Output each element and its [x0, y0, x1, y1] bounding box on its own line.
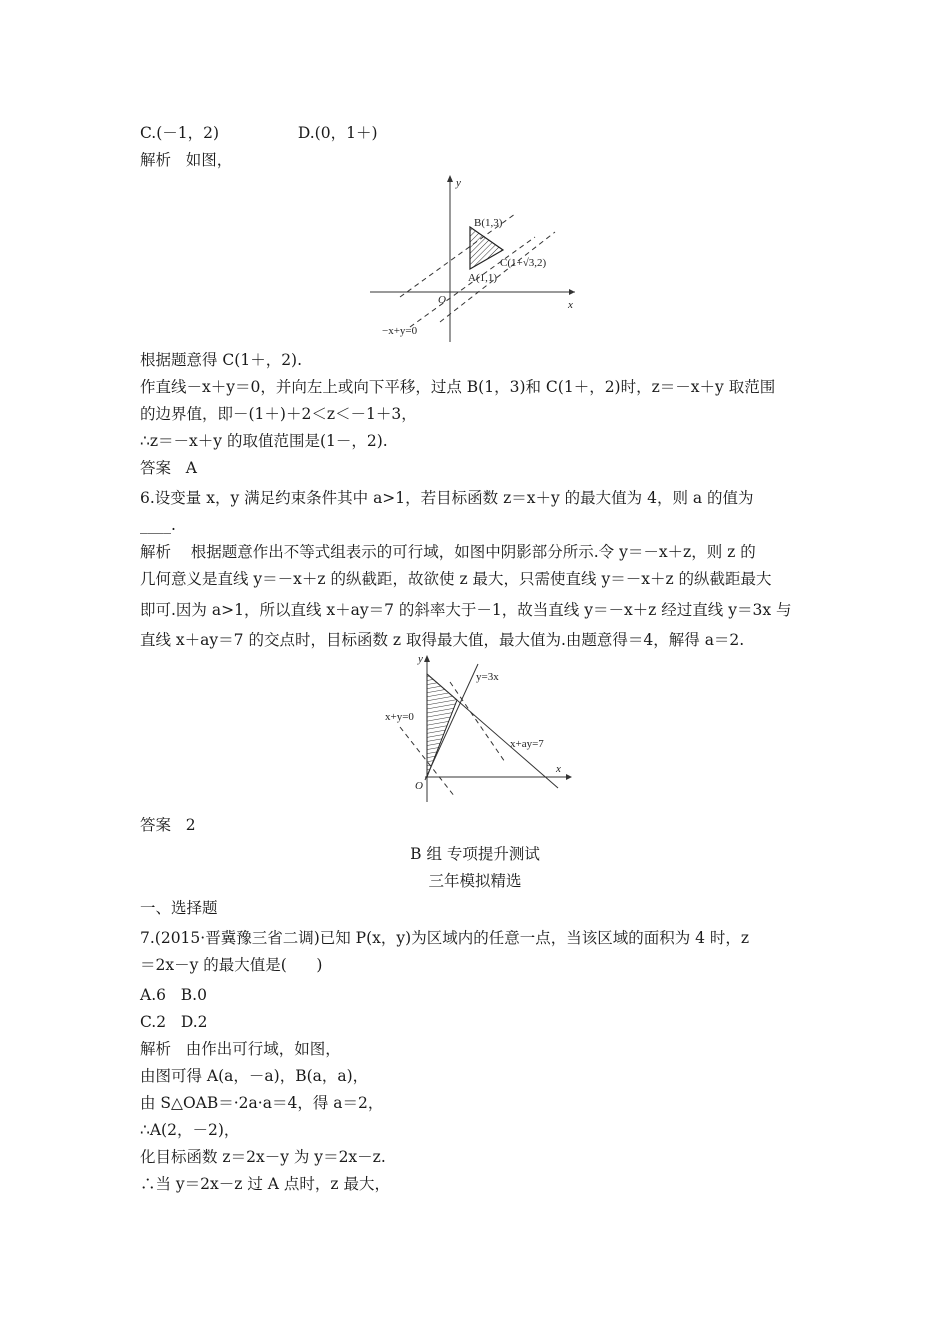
- question-6: 6.设变量 x，y 满足约束条件其中 a>1，若目标函数 z＝x＋y 的最大值为 4，则 a 的值为: [140, 489, 754, 507]
- section-heading-b: B 组 专项提升测试: [410, 845, 540, 863]
- analysis-7-line-1: 解析 由作出可行域，如图，: [140, 1040, 341, 1058]
- analysis-7-line-6: ∴当 y＝2x－z 过 A 点时，z 最大，: [140, 1175, 391, 1193]
- point-c-label: C(1+√3,2): [500, 257, 547, 269]
- y-axis-label: y: [456, 177, 461, 189]
- analysis-intro-1: 解析 如图，: [140, 151, 233, 169]
- analysis-6-line-3: 即可.因为 a>1，所以直线 x＋ay＝7 的斜率大于－1，故当直线 y＝－x＋z 经过直线 y＝3x 与: [140, 601, 792, 619]
- answer-6: 答案 2: [140, 816, 196, 834]
- options-c-d: C.2 D.2: [140, 1013, 208, 1031]
- text-line-5: 的边界值，即－(1＋)＋2＜z＜－1＋3，: [140, 405, 417, 423]
- question-7-line-2: ＝2x－y 的最大值是( ): [140, 956, 323, 974]
- feasible-region-2: [427, 674, 457, 777]
- text-line-3: 根据题意得 C(1＋，2).: [140, 351, 303, 369]
- origin-label: O: [438, 294, 446, 306]
- x-axis-label-2: x: [556, 763, 561, 775]
- line-x-ay-7: [427, 674, 558, 788]
- analysis-7-line-3: 由 S△OAB＝·2a·a＝4，得 a＝2，: [140, 1094, 384, 1112]
- analysis-6-line-4: 直线 x＋ay＝7 的交点时，目标函数 z 取得最大值，最大值为.由题意得＝4，解得 a＝2.: [140, 631, 745, 649]
- x-axis-label: x: [568, 299, 573, 311]
- question-6-blank: ____.: [140, 516, 176, 534]
- line-x-ay-7-label: x+ay=7: [510, 738, 544, 750]
- analysis-6-line-1: 解析 根据题意作出不等式组表示的可行域，如图中阴影部分所示.令 y＝－x＋z，则 z 的: [140, 543, 756, 561]
- line-y-3x-label: y=3x: [476, 671, 499, 683]
- option-c-d-line: C.(－1，2) D.(0，1＋): [140, 124, 378, 142]
- dashed-parallel-2: [450, 682, 505, 762]
- figure-1-graph: [370, 172, 580, 344]
- point-a-label: A(1,1): [468, 272, 498, 284]
- line-x-plus-y-label: x+y=0: [385, 711, 414, 723]
- figure-2-graph: [380, 652, 580, 810]
- text-line-4: 作直线－x＋y＝0，并向左上或向下平移，过点 B(1，3)和 C(1＋，2)时，z＝－x＋y 取范围: [140, 378, 776, 396]
- text-line-6: ∴z＝－x＋y 的取值范围是(1－，2).: [140, 432, 388, 450]
- answer-5: 答案 A: [140, 459, 197, 477]
- options-a-b: A.6 B.0: [140, 986, 207, 1004]
- analysis-7-line-5: 化目标函数 z＝2x－y 为 y＝2x－z.: [140, 1148, 386, 1166]
- origin-label-2: O: [415, 780, 423, 792]
- question-7-line-1: 7.(2015·晋冀豫三省二调)已知 P(x，y)为区域内的任意一点，当该区域的面积为 4 时，z: [140, 929, 750, 947]
- line-label: −x+y=0: [382, 325, 418, 337]
- choice-heading: 一、选择题: [140, 899, 218, 917]
- y-axis-label-2: y: [418, 653, 423, 665]
- section-subheading: 三年模拟精选: [428, 872, 522, 890]
- feasible-triangle: [470, 227, 503, 269]
- analysis-7-line-4: ∴A(2，－2)，: [140, 1121, 240, 1139]
- point-b-label: B(1,3): [474, 217, 503, 229]
- analysis-7-line-2: 由图可得 A(a，－a)，B(a，a)，: [140, 1067, 369, 1085]
- analysis-6-line-2: 几何意义是直线 y＝－x＋z 的纵截距，故欲使 z 最大，只需使直线 y＝－x＋z 的纵截距最大: [140, 570, 772, 588]
